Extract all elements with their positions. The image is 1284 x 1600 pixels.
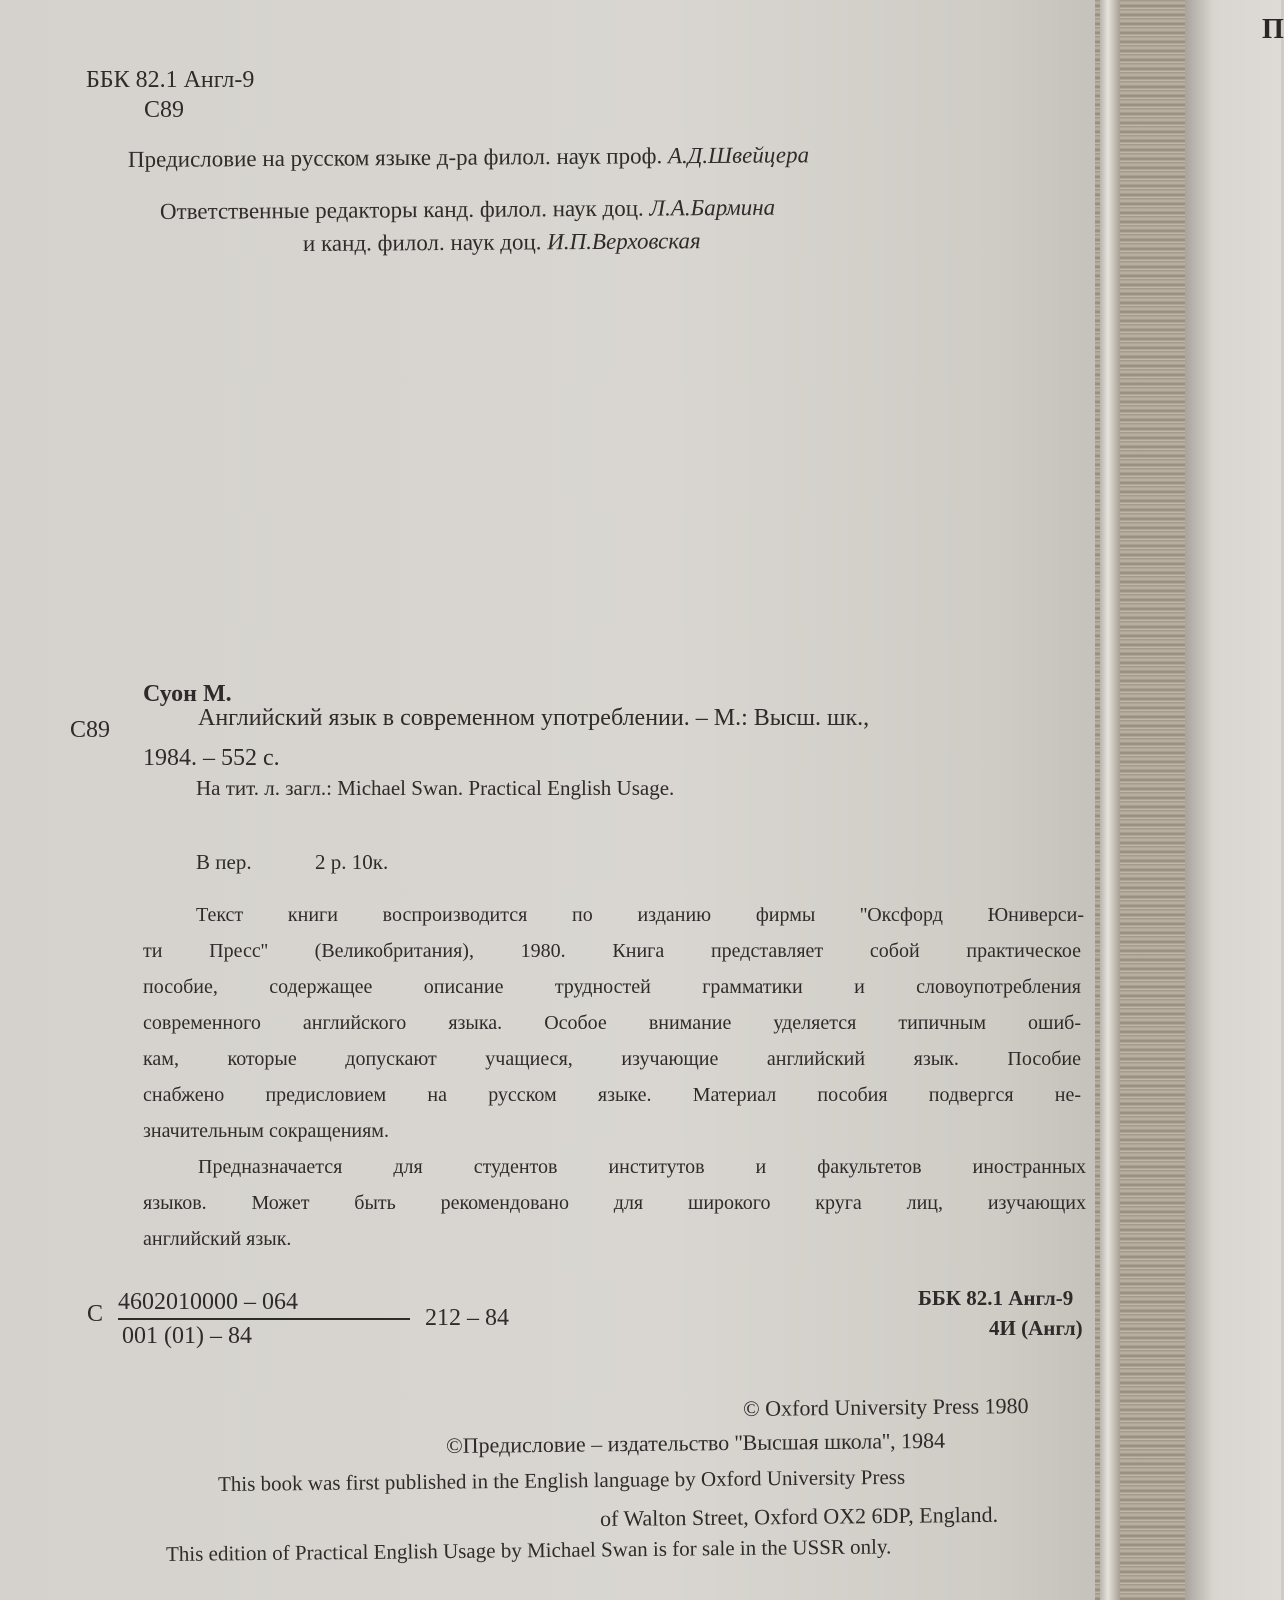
header-code: С89 <box>144 97 185 123</box>
catalog-original-title: На тит. л. загл.: Michael Swan. Practical English Usage. <box>196 776 675 800</box>
next-page-letter: П <box>1262 14 1284 45</box>
copyright-line-5: This edition of Practical English Usage by Michael Swan is for sale in the USSR only. <box>165 1534 892 1566</box>
desc-p2-line-3: английский язык. <box>143 1228 292 1250</box>
copyright-line-3: This book was first published in the English language by Oxford University Press <box>217 1464 906 1496</box>
editors-name-2: И.П.Верховская <box>547 228 701 255</box>
desc-p1-line-5: кам, которые допускают учащиеся, изучающие английский язык. Пособие <box>143 1048 1081 1070</box>
editors-line-1 <box>160 194 775 226</box>
classification-bbk: ББК 82.1 Англ-9 <box>918 1286 1074 1310</box>
classification-number: 212 – 84 <box>425 1305 509 1331</box>
preface-line <box>128 141 809 174</box>
page-torn-edge <box>1100 0 1120 1600</box>
header-bbk: ББК 82.1 Англ-9 <box>86 67 255 93</box>
catalog-code: С89 <box>70 717 111 743</box>
desc-p1-line-7: значительным сокращениям. <box>143 1120 389 1142</box>
catalog-binding: В пер. <box>196 850 252 874</box>
desc-p1-line-4: современного английского языка. Особое внимание уделяется типичным ошиб- <box>143 1012 1081 1034</box>
desc-p2-line-2: языков. Может быть рекомендовано для широкого круга лиц, изучающих <box>143 1192 1086 1214</box>
desc-p1-line-3: пособие, содержащее описание трудностей грамматики и словоупотребления <box>143 976 1081 998</box>
next-page-edge <box>1185 0 1281 1600</box>
fraction-line <box>118 1318 410 1320</box>
editors-line-2 <box>303 227 701 258</box>
desc-p1-line-2: ти Пресс'' (Великобритания), 1980. Книга представляет собой практическое <box>143 940 1081 962</box>
editors-prefix: Ответственные редакторы канд. филол. наук доц. <box>159 195 644 224</box>
preface-prefix: Предисловие на русском языке д-ра филол. наук проф. <box>127 143 663 172</box>
desc-p1-line-1: Текст книги воспроизводится по изданию фирмы ''Оксфорд Юниверси- <box>196 904 1084 926</box>
copyright-line-1: © Oxford University Press 1980 <box>742 1393 1029 1421</box>
desc-p2-line-1: Предназначается для студентов институтов и факультетов иностранных <box>198 1156 1086 1178</box>
catalog-price: 2 р. 10к. <box>315 850 389 874</box>
desc-p1-line-6: снабжено предисловием на русском языке. Материал пособия подвергся не- <box>143 1084 1081 1106</box>
classification-denominator: 001 (01) – 84 <box>122 1323 252 1349</box>
editors-name-1: Л.А.Бармина <box>649 194 776 221</box>
copyright-line-4: of Walton Street, Oxford OX2 6DP, England. <box>599 1501 999 1531</box>
classification-letter: С <box>87 1301 104 1327</box>
catalog-author: Суон М. <box>143 681 232 707</box>
catalog-title-line-2: 1984. – 552 с. <box>143 745 280 771</box>
preface-name: А.Д.Швейцера <box>667 142 810 169</box>
classification-udc: 4И (Англ) <box>989 1316 1083 1340</box>
editors-line2-prefix: и канд. филол. наук доц. <box>302 229 542 256</box>
catalog-title-line-1: Английский язык в современном употреблении. – М.: Высш. шк., <box>198 705 870 731</box>
copyright-line-2: ©Предисловие – издательство ''Высшая школа'', 1984 <box>445 1427 946 1458</box>
classification-numerator: 4602010000 – 064 <box>118 1289 298 1315</box>
